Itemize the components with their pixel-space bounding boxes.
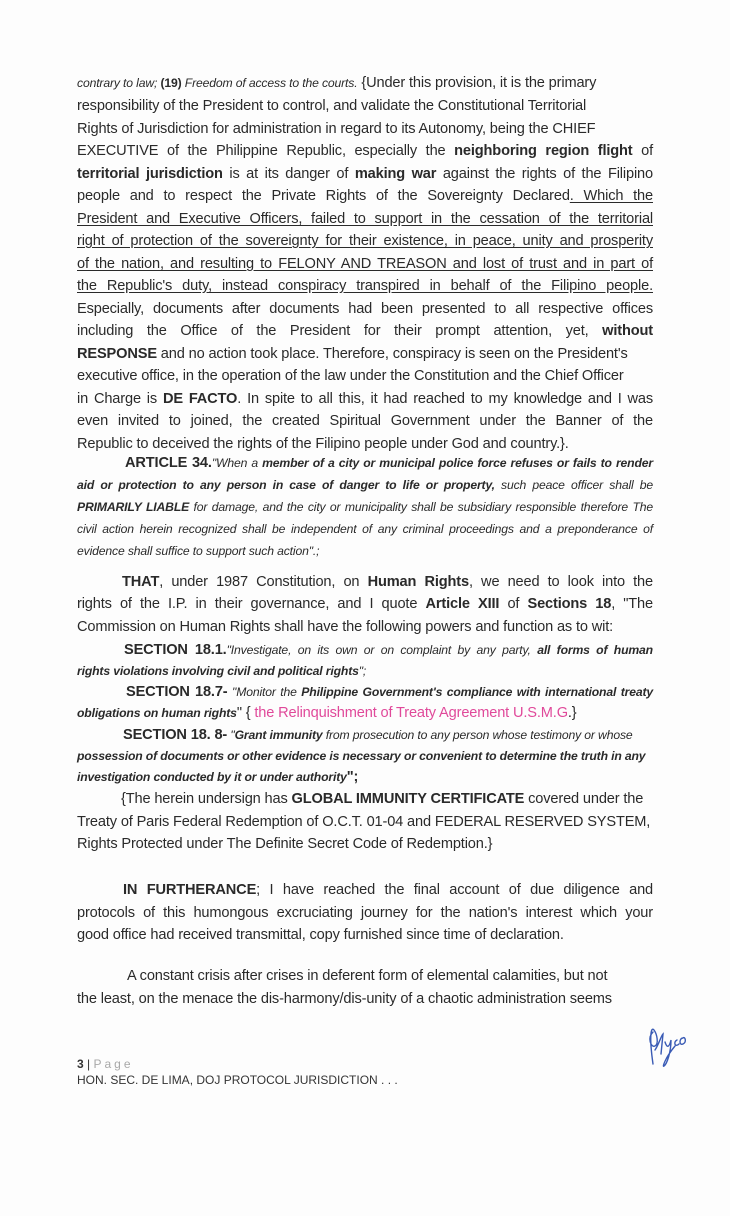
text-run: contrary to law; [77,76,161,90]
text-line [77,434,653,454]
text-run: {The herein undersign has [121,791,292,807]
text-run: aid or protection to any person in case of danger to life or property, [77,478,495,492]
text-line [77,276,653,296]
text-line [77,497,653,517]
text-line [77,164,653,184]
section-heading: SECTION 18. 8- [123,727,228,743]
text-run: without [602,323,653,339]
text-line [122,572,653,592]
text-run: , under 1987 Constitution, on [159,574,368,590]
text-run: Freedom of access to the courts. [184,76,358,90]
text-run: obligations on human rights [77,706,237,720]
text-run: "; [358,664,367,678]
text-run: good office had received transmittal, copy furnished since time of declaration. [77,927,564,943]
text-run: Grant immunity [234,728,323,742]
text-line [77,903,653,923]
text-run: ; I have reached the final account of due diligence and [256,882,654,898]
text-run: the least, on the menace the dis-harmony/dis-unity of a chaotic administration seems [77,991,612,1007]
text-run: Treaty of Paris Federal Redemption of O.C.T. 01-04 and FEDERAL RESERVED SYSTEM, [77,814,651,830]
text-run: (19) [160,76,185,90]
text-line [77,989,653,1009]
page-number-value: 3 [77,1057,84,1071]
text-line [77,299,653,319]
text-run: Especially, documents after documents had been presented to all respective offices [77,301,653,317]
text-line [77,519,653,539]
text-line [127,966,653,986]
text-run: "Monitor the [227,685,302,699]
text-line [77,475,653,495]
text-run: A constant crisis after crises in deferent form of elemental calamities, but not [127,968,608,984]
text-line [77,141,653,161]
text-line [77,119,653,139]
text-run: Republic to deceived the rights of the Filipino people under God and country.}. [77,436,569,452]
text-run: .} [567,705,577,721]
text-line [121,789,653,809]
text-line [77,231,653,251]
text-run: " { [236,705,255,721]
text-run: protocols of this humongous excruciating journey for the nation's interest which your [77,905,653,921]
text-run: evidence shall suffice to support such action".; [77,544,320,558]
text-run: . In spite to all this, it had reached to my knowledge and I was [237,391,653,407]
text-run: and no action took place. Therefore, conspiracy is seen on the President's [156,346,628,362]
text-run: " [227,728,235,742]
text-line [77,541,653,561]
text-run: from prosecution to any person whose testimony or whose [322,728,633,742]
text-run: "Investigate, on its own or on complaint by any party, [226,643,538,657]
text-line [123,880,653,900]
text-run: Human Rights [367,574,469,590]
text-run: rights violations involving civil and political rights [77,664,359,678]
text-line [77,366,653,386]
text-line [77,186,653,206]
text-run: investigation conducted by it or under authority [77,770,347,784]
text-line [77,661,653,681]
text-run: Rights of Jurisdiction for administration in regard to its Autonomy, being the CHIEF [77,121,596,137]
text-run: territorial jurisdiction [77,166,223,182]
text-line [77,321,653,341]
text-run: "When a [211,456,263,470]
page-label: Page [93,1057,134,1071]
text-run: Article XIII [425,596,500,612]
text-run: member of a city or municipal police force refuses or fails to render [262,456,653,470]
text-run: possession of documents or other evidence is necessary or convenient to determine the truth in any [77,749,646,763]
text-run: people and to respect the Private Rights of the Sovereignty Declared [77,188,570,204]
text-run: against the rights of the Filipino [436,166,653,182]
text-run: Commission on Human Rights shall have the following powers and function as to wit: [77,619,614,635]
text-line [77,389,653,409]
text-run: of [632,143,653,159]
text-run: THAT [122,574,160,590]
text-run: DE FACTO [162,391,238,407]
text-run: . Which the [569,188,653,204]
text-line [77,344,653,364]
text-run: responsibility of the President to control, and validate the Constitutional Territorial [77,98,587,114]
text-run: covered under the [524,791,644,807]
text-run: rights of the I.P. in their governance, and I quote [77,596,426,612]
text-run: President and Executive Officers, failed to support in the cessation of the territorial [77,211,653,227]
text-line [77,925,653,945]
text-run: executive office, in the operation of the law under the Constitution and the Chief Officer [77,368,624,384]
text-run: in Charge is [77,391,163,407]
page-number [77,1057,134,1071]
text-line [124,640,653,660]
text-line [77,834,653,854]
text-line [77,594,653,614]
text-run: Philippine Government's compliance with international treaty [301,685,654,699]
section-heading: SECTION 18.1. [124,642,227,658]
text-line [77,812,653,832]
text-line [77,209,653,229]
text-run: EXECUTIVE of the Philippine Republic, especially the [77,143,455,159]
footer-title: HON. SEC. DE LIMA, DOJ PROTOCOL JURISDICTION . . . [77,1073,398,1087]
section-heading: SECTION 18.7- [126,684,228,700]
text-run: civil action herein recognized shall be independent of any criminal proceedings and a preponderance of [77,522,653,536]
highlighted-text: the Relinquishment of Treaty Agreement U.S.M.G [254,705,568,721]
text-run: IN FURTHERANCE [123,882,257,898]
text-run: , "The [611,596,653,612]
text-run: such peace officer shall be [494,478,653,492]
text-run: making war [354,166,437,182]
text-line [77,746,653,766]
text-run: right of protection of the sovereignty for their existence, in peace, unity and prosperity [77,233,653,249]
text-run: RESPONSE [77,346,157,362]
text-run: for damage, and the city or municipality shall be subsidiary responsible therefore The [189,500,653,514]
text-line [77,96,653,116]
text-run: Sections 18 [527,596,612,612]
text-line [77,254,653,274]
section-heading: ARTICLE 34. [125,455,212,471]
text-run: all forms of human [537,643,653,657]
text-line [77,73,653,93]
text-run: "; [346,769,359,785]
text-run: of [499,596,528,612]
text-line [77,767,653,787]
text-line [77,703,653,723]
text-run: the Republic's duty, instead conspiracy transpired in behalf of the Filipino people. [77,278,653,294]
text-run: even invited to joined, the created Spiritual Government under the Banner of the [77,413,653,429]
text-run: GLOBAL IMMUNITY CERTIFICATE [291,791,525,807]
signature-icon [645,1024,715,1074]
text-line [126,682,653,702]
text-line [123,725,653,745]
text-run: of the nation, and resulting to FELONY AND TREASON and lost of trust and in part of [77,256,653,272]
text-line [125,453,653,473]
text-run: Rights Protected under The Definite Secret Code of Redemption.} [77,836,493,852]
text-run: PRIMARILY LIABLE [77,500,190,514]
text-line [77,617,653,637]
text-run: , we need to look into the [468,574,653,590]
text-run: is at its danger of [222,166,355,182]
text-run: including the Office of the President for their prompt attention, yet, [77,323,603,339]
text-run: neighboring region flight [454,143,633,159]
text-run: {Under this provision, it is the primary [357,75,597,91]
page-separator: | [83,1057,94,1071]
text-line [77,411,653,431]
